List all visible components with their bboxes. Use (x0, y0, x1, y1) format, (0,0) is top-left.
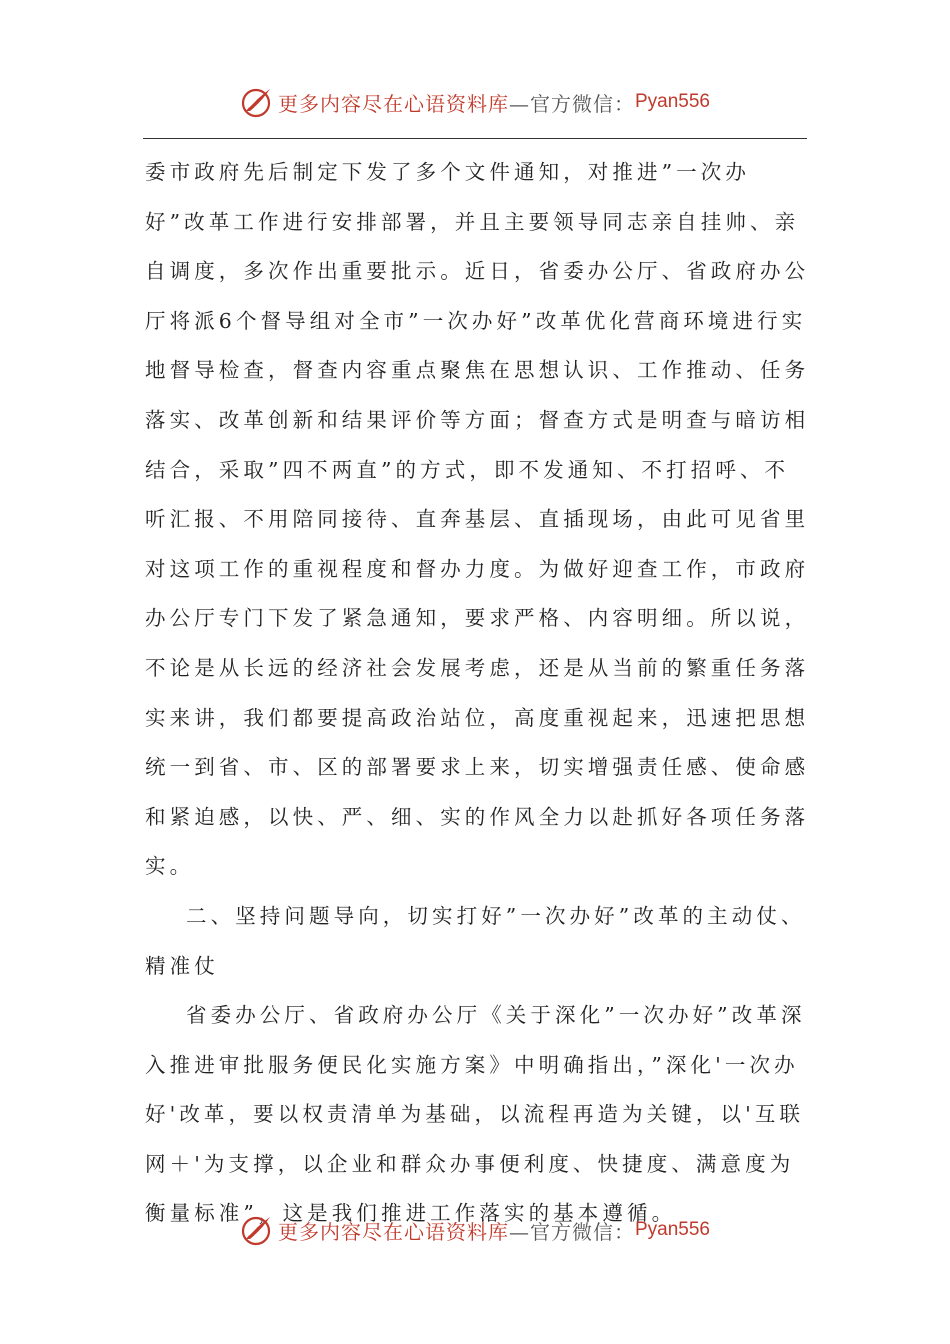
banner-wechat-id: Pyan556 (634, 91, 710, 112)
quill-seal-icon (240, 1213, 274, 1247)
banner-separator-text: —官方微信： (508, 91, 635, 116)
footer-separator-text: —官方微信： (508, 1219, 635, 1244)
header-banner (0, 82, 950, 122)
header-divider (143, 138, 807, 139)
document-body (145, 148, 810, 1239)
section-heading-2: 二、坚持问题导向，切实打好”一次办好”改革的主动仗、精准仗 (145, 903, 806, 978)
footer-brand-text: 更多内容尽在心语资料库 (277, 1219, 509, 1244)
header-banner-inner (240, 85, 710, 119)
footer-banner (0, 1210, 950, 1250)
paragraph-2: 省委办公厅、省政府办公厅《关于深化”一次办好”改革深入推进审批服务便民化实施方案》中明确指出，”深化'一次办好'改革，要以权责清单为基础，以流程再造为关键，以'互联网＋'为支撑，以企业和群众办事便利度、快捷度、满意度为衡量标准”，这是我们推进工作落实的基本遵循。 (145, 1003, 806, 1226)
paragraph-continued: 委市政府先后制定下发了多个文件通知，对推进”一次办好”改革工作进行安排部署，并且主要领导同志亲自挂帅、亲自调度，多次作出重要批示。近日，省委办公厅、省政府办公厅将派6个督导组对全市”一次办好”改革优化营商环境进行实地督导检查，督查内容重点聚焦在思想认识、工作推动、任务落实、改革创新和结果评价等方面；督查方式是明查与暗访相结合，采取”四不两直”的方式，即不发通知、不打招呼、不听汇报、不用陪同接待、直奔基层、直插现场，由此可见省里对这项工作的重视程度和督办力度。为做好迎查工作，市政府办公厅专门下发了紧急通知，要求严格、内容明细。所以说，不论是从长远的经济社会发展考虑，还是从当前的繁重任务落实来讲，我们都要提高政治站位，高度重视起来，迅速把思想统一到省、市、区的部署要求上来，切实增强责任感、使命感和紧迫感，以快、严、细、实的作风全力以赴抓好各项任务落实。 (145, 160, 810, 879)
footer-banner-inner (240, 1213, 710, 1247)
quill-seal-icon (240, 85, 274, 119)
banner-brand-text: 更多内容尽在心语资料库 (277, 91, 509, 116)
footer-wechat-id: Pyan556 (634, 1219, 710, 1240)
